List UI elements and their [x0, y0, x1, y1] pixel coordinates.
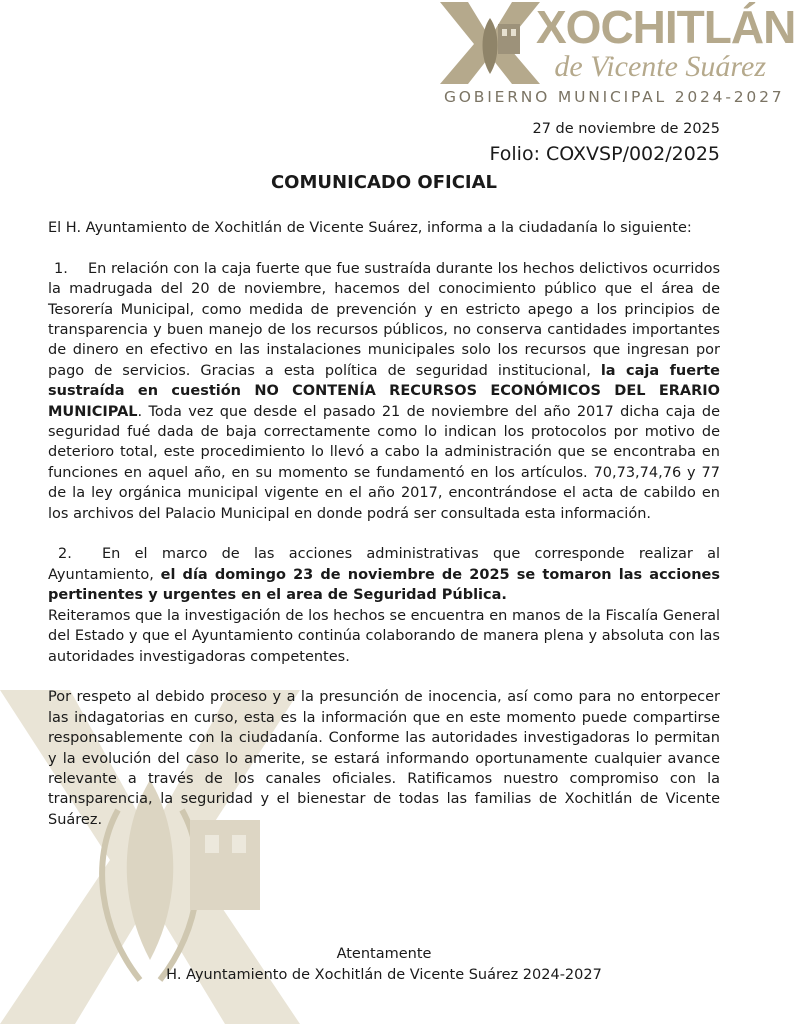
document-body [48, 218, 720, 830]
point-2-bold: el día domingo 23 de noviembre de 2025 se tomaron las acciones pertinentes y urgentes en el area de Seguridad Pública. [48, 566, 720, 604]
logo-title: XOCHITLÁN [536, 1, 795, 53]
final-paragraph: Por respeto al debido proceso y a la presunción de inocencia, así como para no entorpecer las indagatorias en curso, esta es la información que en este momento puede compartirse responsablemente con la ciudadanía. Conforme las autoridades investigadoras lo permitan y la evolución del caso lo amerite, se estará informando oportunamente cualquier avance relevante a través de los canales oficiales. Ratificamos nuestro compromiso con la transparencia, la seguridad y el bienestar de todas las familias de Xochitlán de Vicente Suárez. [48, 689, 720, 828]
document-date: 27 de noviembre de 2025 [532, 121, 720, 137]
point-1-paragraph [48, 259, 720, 524]
point-2-number: 2. [58, 546, 72, 563]
point-1-text-after: . Toda vez que desde el pasado 21 de noviembre del año 2017 dicha caja de seguridad fué dada de baja correctamente como lo indican los protocolos por motivo de deterioro total, este procedimiento lo llevó a cabo la administración que se encontraba en funciones en aquel año, en su momento se fundamentó en los artículos. 70,73,74,76 y 77 de la ley orgánica municipal vigente en el año 2017, encontrándose el acta de cabildo en los archivos del Palacio Municipal en donde podrá ser consultada esta información. [48, 403, 720, 522]
closing-signature: H. Ayuntamiento de Xochitlán de Vicente Suárez 2024-2027 [166, 967, 602, 983]
logo-subtitle: de Vicente Suárez [554, 50, 766, 83]
point-2-followup: Reiteramos que la investigación de los hechos se encuentra en manos de la Fiscalía General del Estado y que el Ayuntamiento continúa colaborando de manera plena y absoluta con las autoridades investigadoras competentes. [48, 607, 720, 665]
closing-block [0, 944, 768, 986]
point-2-text: En el marco de las acciones administrativas que corresponde realizar al Ayuntamiento, [48, 546, 720, 583]
point-1-text: En relación con la caja fuerte que fue sustraída durante los hechos delictivos ocurridos la madrugada del 20 de noviembre, hacemos del conocimiento público que el área de Tesorería Municipal, como medida de prevención y en estricto apego a los principios de transparencia y buen manejo de los recursos públicos, no conserva cantidades importantes de dinero en efectivo en las instalaciones municipales solo los recursos que ingresan por pago de servicios. Gracias a esta política de seguridad institucional, [48, 260, 720, 379]
closing-greeting: Atentamente [336, 946, 432, 962]
point-1-bold: la caja fuerte sustraída en cuestión NO CONTENÍA RECURSOS ECONÓMICOS DEL ERARIO MUNICIPAL [48, 362, 720, 420]
folio-number: Folio: COXVSP/002/2025 [489, 143, 720, 165]
intro-paragraph: El H. Ayuntamiento de Xochitlán de Vicente Suárez, informa a la ciudadanía lo siguiente: [48, 220, 692, 236]
x-monogram-logo-icon [440, 0, 540, 84]
document-title: COMUNICADO OFICIAL [270, 172, 498, 193]
government-period: GOBIERNO MUNICIPAL 2024-2027 [444, 88, 785, 106]
point-2-paragraph [48, 544, 720, 605]
point-1-number: 1. [54, 260, 68, 277]
municipal-logo [440, 0, 795, 112]
